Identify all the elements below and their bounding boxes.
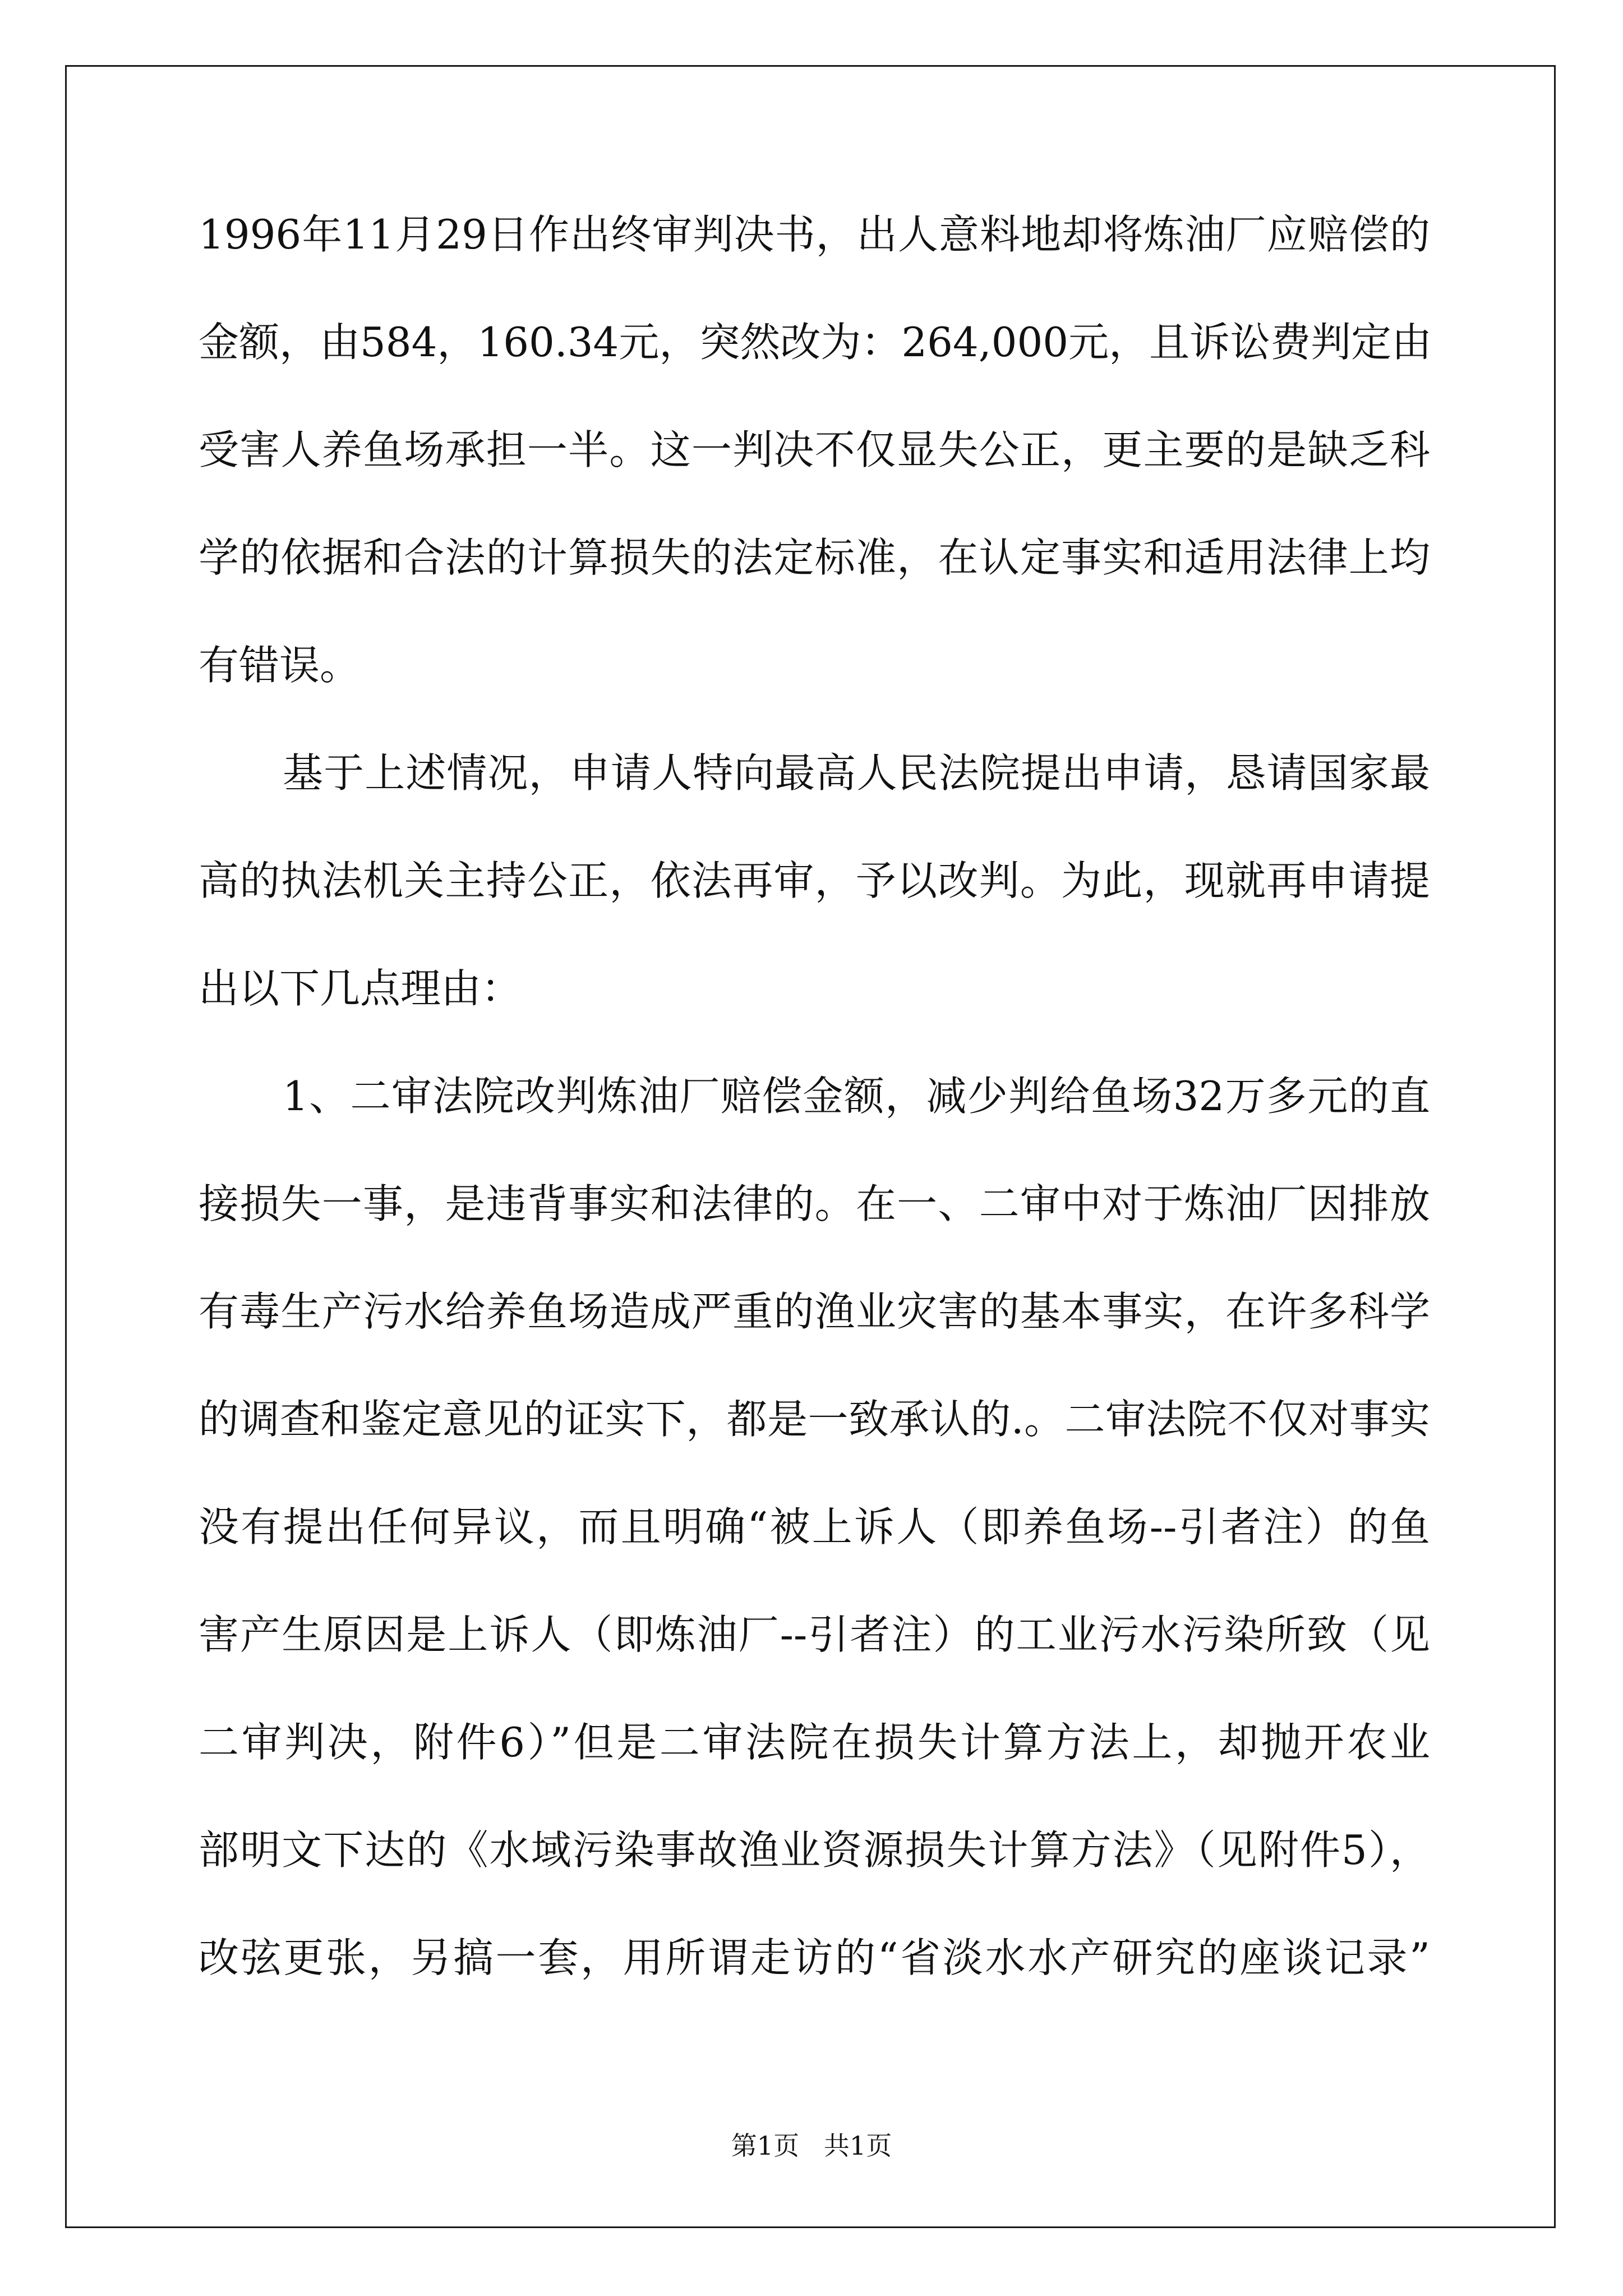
text-line: 二审判决，附件6）”但是二审法院在损失计算方法上，却抛开农业 (199, 1719, 1430, 1766)
text-line: 的调查和鉴定意见的证实下，都是一致承认的.。二审法院不仅对事实 (199, 1396, 1430, 1443)
page-border (65, 65, 1556, 2228)
text-line: 部明文下达的《水域污染事故渔业资源损失计算方法》（见附件5）， (199, 1826, 1430, 1874)
text-line: 基于上述情况，申请人特向最高人民法院提出申请，恳请国家最 (283, 749, 1430, 797)
text-line: 有错误。 (199, 642, 361, 689)
text-line: 害产生原因是上诉人（即炼油厂--引者注）的工业污水污染所致（见 (199, 1611, 1430, 1658)
text-line: 1、二审法院改判炼油厂赔偿金额，减少判给鱼场32万多元的直 (283, 1073, 1430, 1120)
text-line: 改弦更张，另搞一套，用所谓走访的“省淡水水产研究的座谈记录” (199, 1934, 1430, 1981)
text-line: 受害人养鱼场承担一半。这一判决不仅显失公正，更主要的是缺乏科 (199, 426, 1430, 473)
text-line: 有毒生产污水给养鱼场造成严重的渔业灾害的基本事实，在许多科学 (199, 1288, 1430, 1335)
text-line: 没有提出任何异议，而且明确“被上诉人（即养鱼场--引者注）的鱼 (199, 1503, 1430, 1550)
page-footer: 第1页 共1页 (731, 2131, 892, 2161)
text-line: 高的执法机关主持公正，依法再审，予以改判。为此，现就再申请提 (199, 857, 1430, 904)
text-line: 出以下几点理由： (199, 965, 522, 1012)
text-line: 金额，由584，160.34元，突然改为：264,000元，且诉讼费判定由 (199, 319, 1432, 366)
text-line: 接损失一事，是违背事实和法律的。在一、二审中对于炼油厂因排放 (199, 1180, 1430, 1227)
text-line: 学的依据和合法的计算损失的法定标准，在认定事实和适用法律上均 (199, 534, 1430, 581)
text-line: 1996年11月29日作出终审判决书，出人意料地却将炼油厂应赔偿的 (199, 211, 1430, 258)
